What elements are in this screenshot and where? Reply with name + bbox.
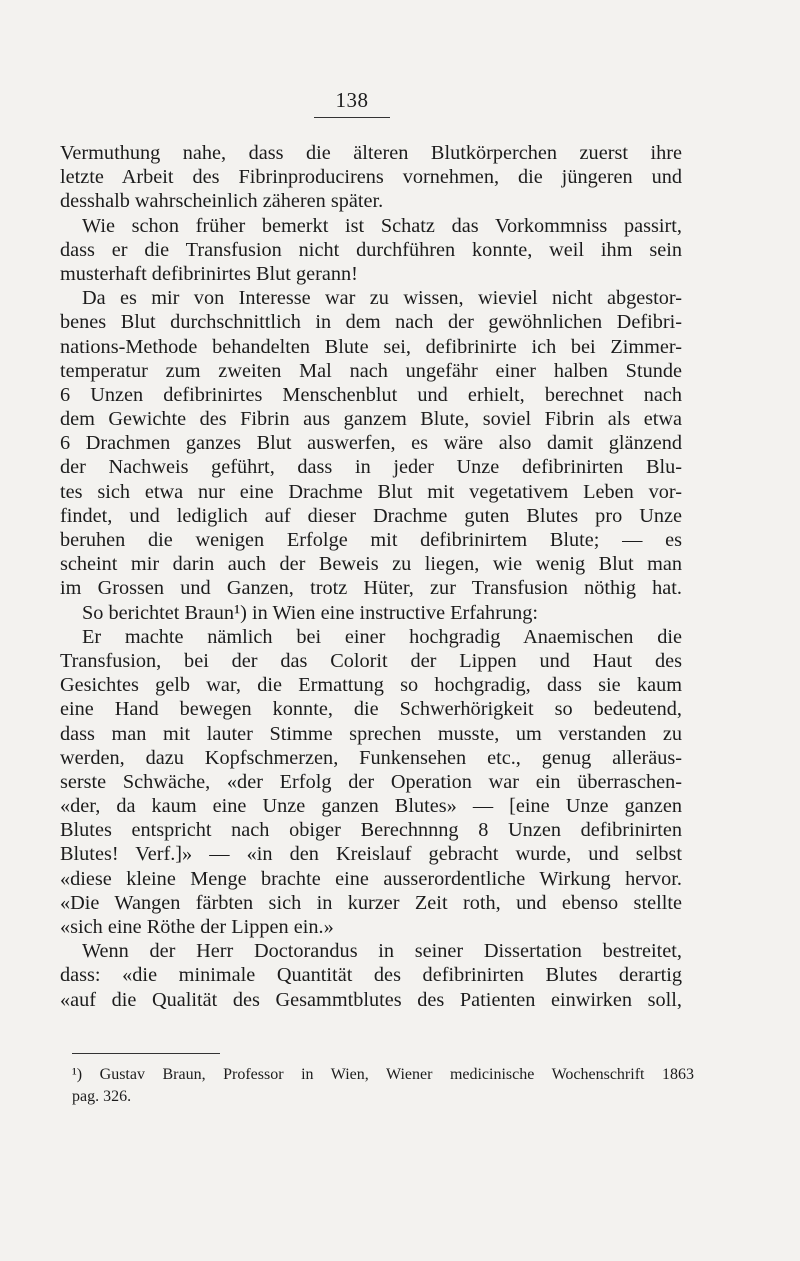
text-line: tes sich etwa nur eine Drachme Blut mit vegetativem Leben vor- [60,480,682,503]
text-line: werden, dazu Kopfschmerzen, Funkensehen etc., genug alleräus- [60,746,682,769]
text-line: «der, da kaum eine Unze ganzen Blutes» — [eine Unze ganzen [60,795,682,818]
text-line: Er machte nämlich bei einer hochgradig Anaemischen die [82,625,682,648]
text-line: Transfusion, bei der das Colorit der Lippen und Haut des [60,649,682,672]
footnote-line: ¹) Gustav Braun, Professor in Wien, Wiener medicinische Wochenschrift 1863 [72,1066,694,1083]
text-line: 6 Drachmen ganzes Blut auswerfen, es wäre also damit glänzend [60,432,682,455]
text-line: Blutes entspricht nach obiger Berechnnng 8 Unzen defibrinirten [60,819,682,842]
text-line: serste Schwäche, «der Erfolg der Operation war ein überraschen- [60,770,682,793]
text-line: beruhen die wenigen Erfolge mit defibrinirtem Blute; — es [60,529,682,551]
text-line: dass er die Transfusion nicht durchführen konnte, weil ihm sein [60,238,682,261]
text-line: «diese kleine Menge brachte eine ausserordentliche Wirkung hervor. [60,867,682,890]
text-line: im Grossen und Ganzen, trotz Hüter, zur Transfusion nöthig hat. [60,577,682,600]
text-line: So berichtet Braun¹) in Wien eine instructive Erfahrung: [82,601,539,624]
footnote [72,1064,694,1108]
page-number-rule [314,117,390,118]
text-line: «sich eine Röthe der Lippen ein.» [60,916,334,938]
text-line: nations-Methode behandelten Blute sei, defibrinirte ich bei Zimmer- [60,335,682,358]
body-text [60,141,682,1012]
text-line: dem Gewichte des Fibrin aus ganzem Blute, soviel Fibrin als etwa [60,408,682,431]
text-line: «Die Wangen färbten sich in kurzer Zeit roth, und ebenso stellte [60,891,682,914]
text-line: Wie schon früher bemerkt ist Schatz das Vorkommniss passirt, [82,214,682,237]
text-line: «auf die Qualität des Gesammtblutes des Patienten einwirken soll, [60,988,682,1011]
text-line: Vermuthung nahe, dass die älteren Blutkörperchen zuerst ihre [60,142,682,164]
text-line: der Nachweis geführt, dass in jeder Unze defibrinirten Blu- [60,456,682,479]
text-line: Blutes! Verf.]» — «in den Kreislauf gebracht wurde, und selbst [60,843,682,866]
text-line: dass: «die minimale Quantität des defibrinirten Blutes derartig [60,964,682,987]
text-line: eine Hand bewegen konnte, die Schwerhörigkeit so bedeutend, [60,698,682,721]
text-line: benes Blut durchschnittlich in dem nach der gewöhnlichen Defibri- [60,311,682,334]
text-line: findet, und lediglich auf dieser Drachme guten Blutes pro Unze [60,504,682,527]
text-line: dass man mit lauter Stimme sprechen musste, um verstanden zu [60,722,682,745]
text-line: musterhaft defibrinirtes Blut gerann! [60,262,358,285]
text-line: temperatur zum zweiten Mal nach ungefähr einer halben Stunde [60,359,682,382]
text-line: 6 Unzen defibrinirtes Menschenblut und erhielt, berechnet nach [60,383,682,406]
text-line: desshalb wahrscheinlich zäheren später. [60,190,384,213]
footnote-line: pag. 326. [72,1088,132,1105]
text-line: letzte Arbeit des Fibrinproducirens vornehmen, die jüngeren und [60,166,682,189]
page-number: 138 [335,88,369,112]
text-line: scheint mir darin auch der Beweis zu liegen, wie wenig Blut man [60,553,682,576]
text-line: Da es mir von Interesse war zu wissen, wieviel nicht abgestor- [82,287,682,310]
footnote-rule [72,1053,220,1054]
text-line: Gesichtes gelb war, die Ermattung so hochgradig, dass sie kaum [60,674,682,697]
text-line: Wenn der Herr Doctorandus in seiner Dissertation bestreitet, [82,940,682,963]
